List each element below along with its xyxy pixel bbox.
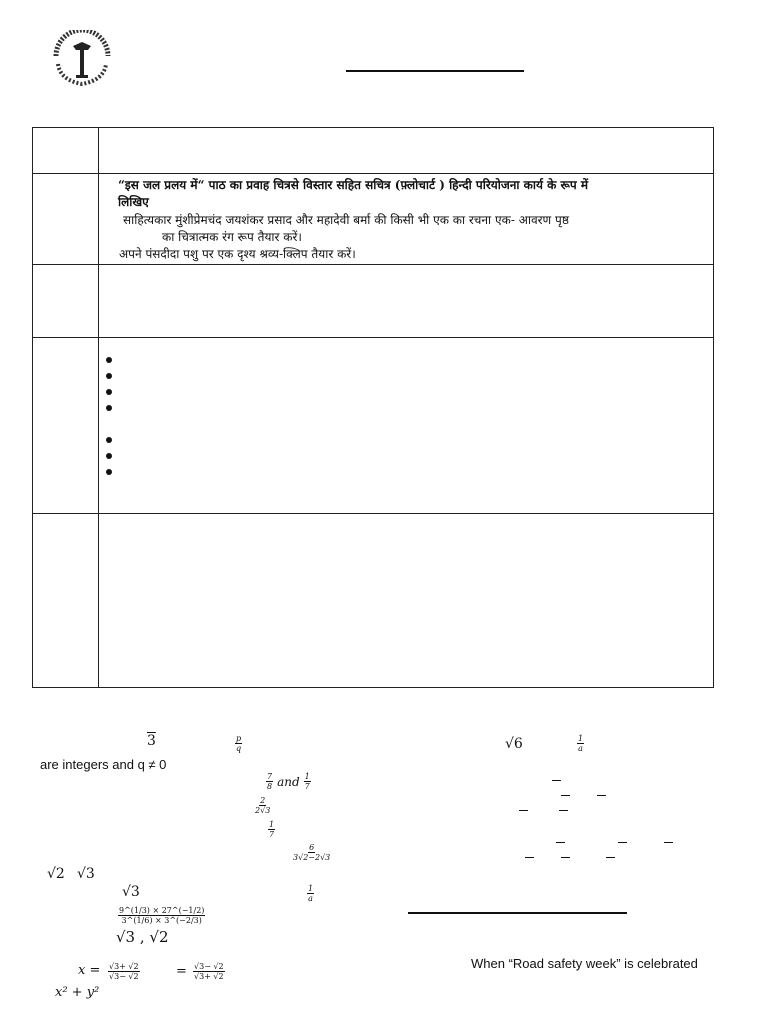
blank-dash bbox=[561, 857, 570, 858]
table-cell bbox=[99, 128, 713, 173]
sqrt-2: √2 bbox=[47, 866, 65, 882]
equals-sign: = bbox=[176, 964, 187, 979]
blank-dash bbox=[552, 780, 561, 781]
x-equals: x = bbox=[78, 963, 101, 978]
blank-dash bbox=[559, 810, 568, 811]
project-instruction-line-1: “इस जल प्रलय में“ पाठ का प्रवाह चित्रसे विस्तार सहित सचित्र (फ़्लोचार्ट ) हिन्दी परियोजना कार्य के रूप में bbox=[118, 178, 589, 192]
blank-dash bbox=[561, 795, 570, 796]
table-row bbox=[33, 128, 713, 174]
title-underline bbox=[346, 70, 524, 72]
blank-dash bbox=[597, 795, 606, 796]
bullet-icon bbox=[106, 453, 112, 459]
section-underline bbox=[408, 912, 627, 914]
sqrt-3: √3 bbox=[77, 866, 95, 882]
bullet-icon bbox=[106, 405, 112, 411]
bullet-icon bbox=[106, 469, 112, 475]
table-row bbox=[33, 514, 713, 687]
bullet-icon bbox=[106, 357, 112, 363]
project-instruction-line-3: साहित्यकार मुंशीप्रेमचंद जयशंकर प्रसाद और महादेवी बर्मा की किसी भी एक का रचना एक- आवरण पृष्ठ bbox=[123, 213, 569, 227]
project-instruction-line-2: लिखिए bbox=[118, 195, 149, 209]
blank-dash bbox=[606, 857, 615, 858]
table-row bbox=[33, 265, 713, 338]
exponent-expression: $\frac{9\^{}(1/3) \times 27\^{}(-1/2)}{3\^{}(1/6) \times 3\^{}(-2/3)}$ bbox=[119, 906, 205, 925]
fraction-2-over-2sqrt3: $\frac{2}{2√3}$ bbox=[255, 796, 271, 815]
school-emblem-lamp-icon bbox=[46, 30, 118, 92]
bullet-icon bbox=[106, 389, 112, 395]
cube-root-3: 3 bbox=[147, 733, 156, 749]
activity-table bbox=[32, 127, 714, 688]
table-cell bbox=[99, 265, 713, 337]
x-squared-plus-y-squared: x² + y² bbox=[55, 985, 100, 1000]
table-cell bbox=[99, 338, 713, 513]
bullet-icon bbox=[106, 437, 112, 443]
blank-dash bbox=[556, 842, 565, 843]
blank-dash bbox=[618, 842, 627, 843]
road-safety-text: When “Road safety week” is celebrated bbox=[471, 956, 698, 971]
bullet-icon bbox=[106, 373, 112, 379]
sqrt3-sqrt2: √3 , √2 bbox=[116, 928, 169, 946]
table-cell bbox=[99, 174, 713, 264]
fractions-7-8-and-1-7: $\frac{7}{8}$ and $\frac{1}{7}$ bbox=[267, 772, 310, 791]
project-instruction-line-5: अपने पंसदीदा पशु पर एक दृश्य श्रव्य-क्लिप तैयार करें। bbox=[119, 247, 356, 261]
table-cell bbox=[99, 514, 713, 687]
y-fraction: $\frac{√3- √2}{√3+ √2}$ bbox=[194, 962, 224, 981]
x-fraction: $\frac{√3+ √2}{√3- √2}$ bbox=[109, 962, 139, 981]
fraction-1-over-a-2: $\frac{1}{a}$ bbox=[308, 884, 314, 903]
blank-dash bbox=[664, 842, 673, 843]
fraction-1-over-7: $\frac{1}{7}$ bbox=[269, 820, 275, 839]
table-row bbox=[33, 338, 713, 514]
blank-dash bbox=[525, 857, 534, 858]
fraction-1-over-a: $\frac{1}{a}$ bbox=[578, 734, 584, 753]
sqrt-6: √6 bbox=[505, 736, 523, 752]
table-row bbox=[33, 174, 713, 265]
fraction-p-over-q: $\frac{p}{q}$ bbox=[236, 734, 242, 753]
school-emblem-logo bbox=[46, 30, 118, 92]
blank-dash bbox=[519, 810, 528, 811]
sqrt-3-b: √3 bbox=[122, 884, 140, 900]
fraction-6-over-expr: $\frac{6}{3√2-2√3}$ bbox=[293, 843, 331, 862]
project-instruction-line-4: का चित्रात्मक रंग रूप तैयार करें। bbox=[162, 230, 302, 244]
integers-condition-text: are integers and q ≠ 0 bbox=[40, 757, 167, 772]
